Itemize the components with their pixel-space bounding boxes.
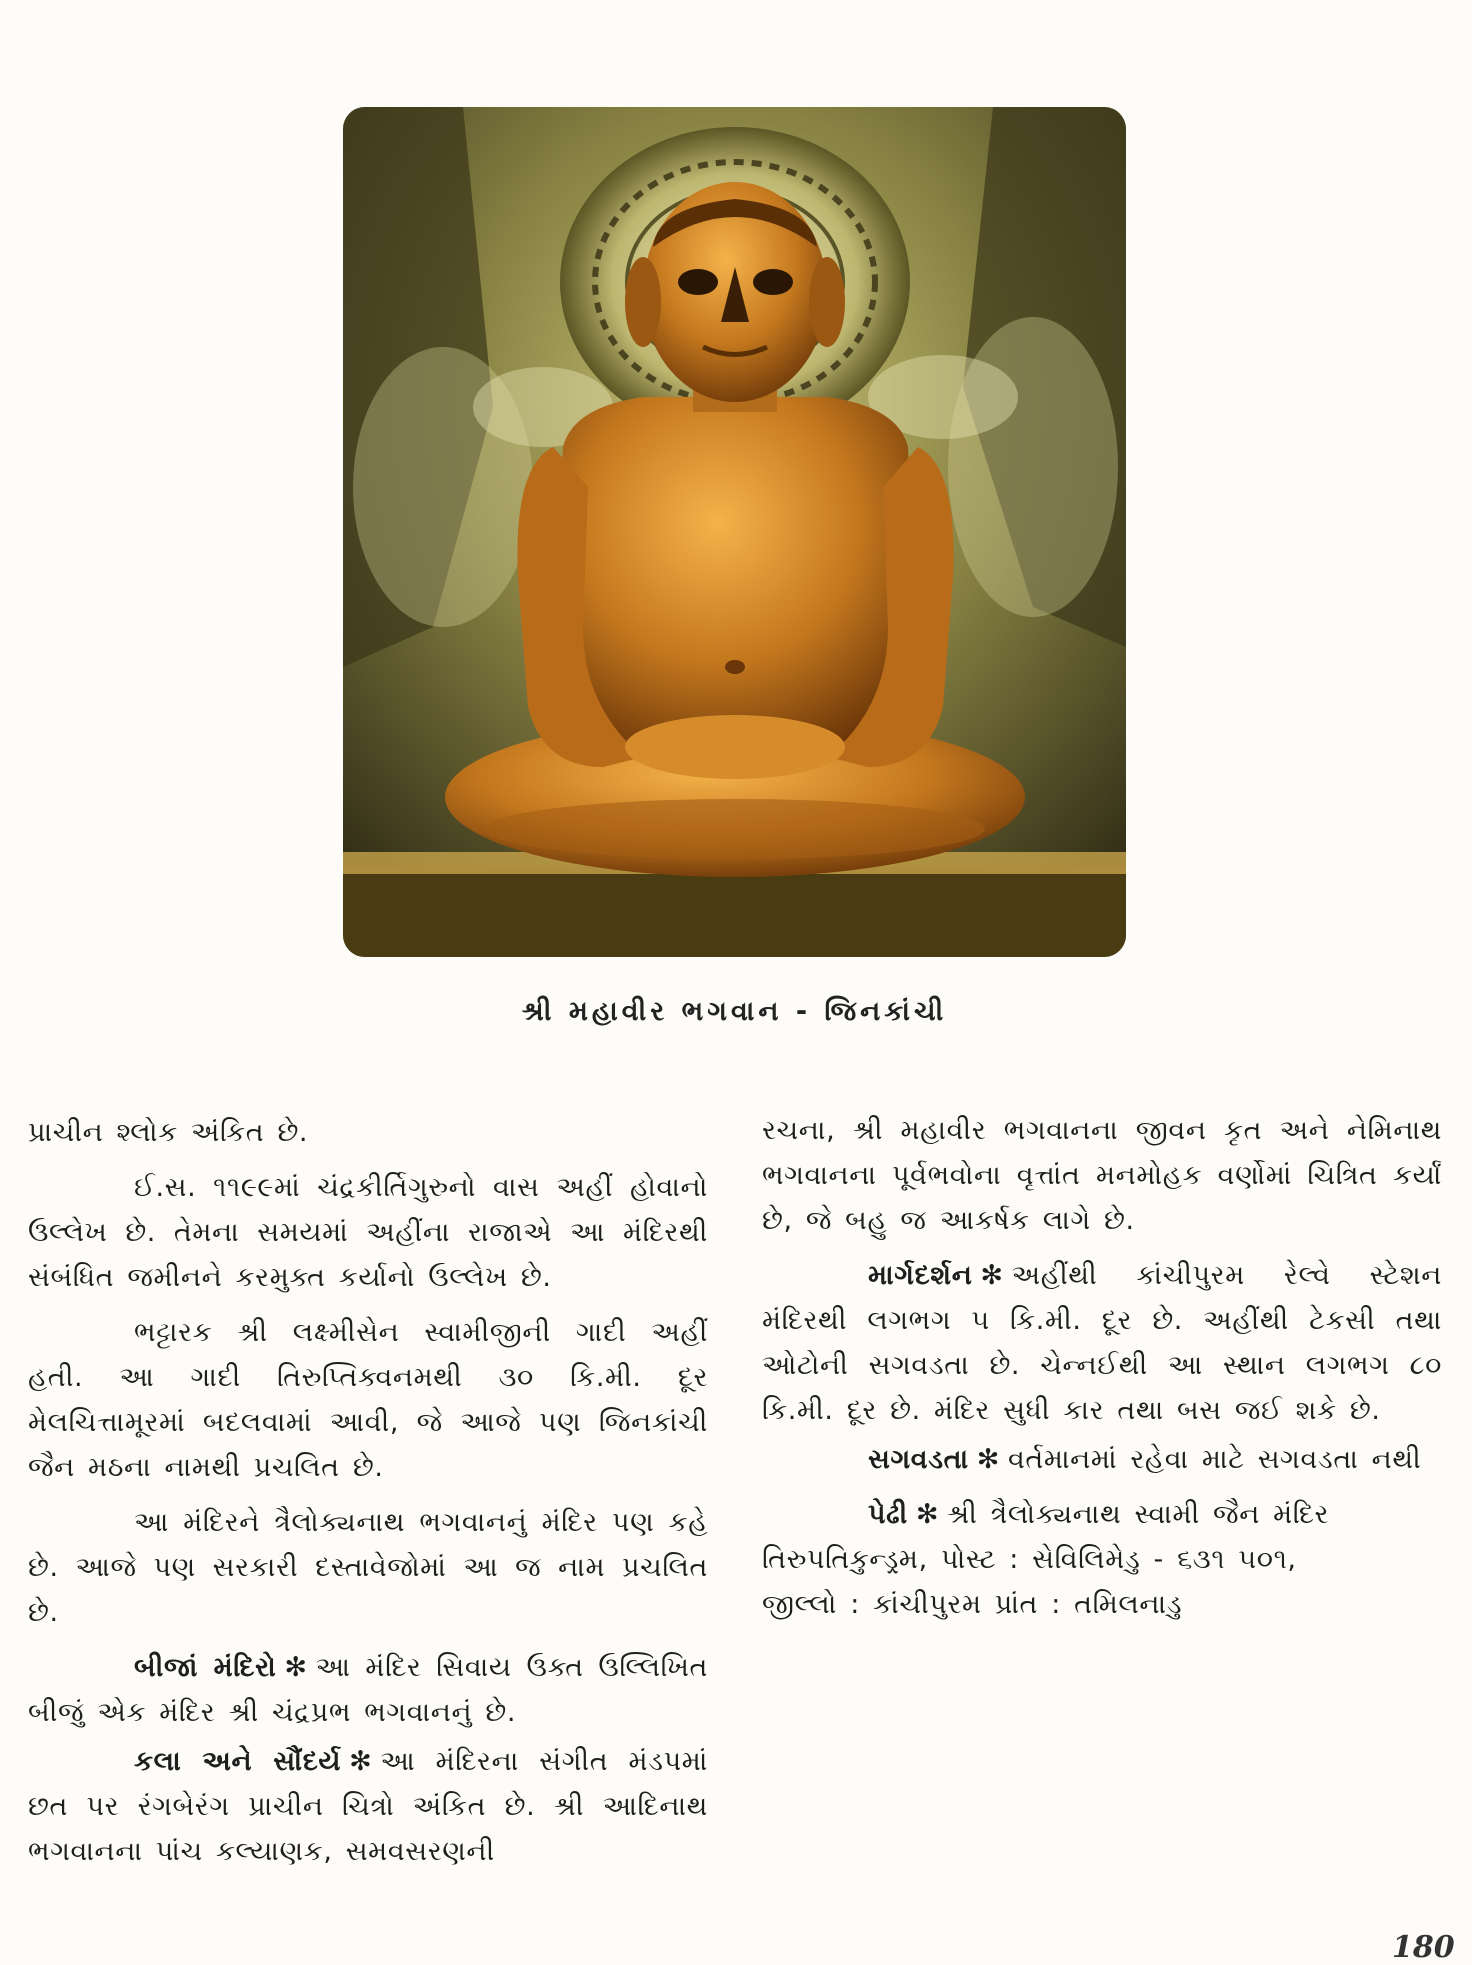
asterisk-icon: ✻ xyxy=(976,1444,1000,1475)
section-text: આ મંદિર સિવાય ઉક્ત ઉલ્લિખિત બીજું એક મંદિર શ્રી ચંદ્રપ્રભ ભગવાનનું છે. xyxy=(28,1652,708,1728)
section-heading: માર્ગદર્શન xyxy=(868,1260,973,1291)
page-number: 180 xyxy=(1392,1930,1455,1965)
section-text: આ મંદિરના સંગીત મંડપમાં છત પર રંગબેરંગ પ્રાચીન ચિત્રો અંકિત છે. શ્રી આદિનાથ ભગવાનના પાંચ કલ્યાણક, સમવસરણની xyxy=(28,1746,709,1867)
section-trust xyxy=(762,1492,1442,1627)
asterisk-icon: ✻ xyxy=(284,1652,308,1683)
paragraph: પ્રાચીન શ્લોક અંકિત છે. xyxy=(28,1117,309,1148)
asterisk-icon: ✻ xyxy=(980,1260,1004,1291)
paragraph: ઈ.સ. ૧૧૯૯માં ચંદ્રકીર્તિગુરુનો વાસ અહીં હોવાનો ઉલ્લેખ છે. તેમના સમયમાં અહીંના રાજાએ આ મંદિરથી સંબંધિત જમીનને કરમુક્ત કર્યાનો ઉલ્લેખ છે. xyxy=(28,1172,708,1293)
idol-photo xyxy=(343,107,1126,957)
section-art-beauty xyxy=(28,1739,708,1874)
paragraph: ભટ્ટારક શ્રી લક્ષ્મીસેન સ્વામીજીની ગાદી અહીં હતી. આ ગાદી તિરુપ્તિક્વનમથી ૩૦ કિ.મી. દૂર મેલચિત્તામૂરમાં બદલવામાં આવી, જે આજે પણ જિનકાંચી જૈન મઠના નામથી પ્રચલિત છે. xyxy=(28,1317,708,1483)
figure-caption: શ્રી મહાવીર ભગવાન - જિનકાંચી xyxy=(521,996,948,1027)
paragraph: રચના, શ્રી મહાવીર ભગવાનના જીવન કૃત અને નેમિનાથ ભગવાનના પૂર્વભવોના વૃત્તાંત મનમોહક વર્ણોમાં ચિત્રિત કર્યાં છે, જે બહુ જ આકર્ષક લાગે છે. xyxy=(762,1115,1442,1236)
paragraph: આ મંદિરને ત્રૈલોક્યનાથ ભગવાનનું મંદિર પણ કહે છે. આજે પણ સરકારી દસ્તાવેજોમાં આ જ નામ પ્રચલિત છે. xyxy=(28,1507,708,1628)
mahavir-idol-image xyxy=(343,107,1126,957)
section-text: અહીંથી કાંચીપુરમ રેલ્વે સ્ટેશન મંદિરથી લગભગ ૫ કિ.મી. દૂર છે. અહીંથી ટેકસી તથા ઓટોની સગવડતા છે. ચેન્નઈથી આ સ્થાન લગભગ ૮૦ કિ.મી. દૂર છે. મંદિર સુધી કાર તથા બસ જઈ શકે છે. xyxy=(762,1260,1442,1426)
section-directions xyxy=(762,1253,1442,1433)
left-column xyxy=(28,1110,708,1878)
section-text: શ્રી ત્રૈલોક્યનાથ સ્વામી જૈન મંદિર xyxy=(947,1499,1330,1530)
section-other-temples xyxy=(28,1645,708,1735)
section-heading: કલા અને સૌંદર્ય xyxy=(134,1746,342,1777)
trust-district: જીલ્લો : કાંચીપુરમ પ્રાંત : તમિલનાડુ xyxy=(762,1589,1183,1620)
section-heading: બીજાં મંદિરો xyxy=(134,1652,277,1683)
section-text: વર્તમાનમાં રહેવા માટે સગવડતા નથી xyxy=(1007,1444,1422,1475)
asterisk-icon: ✻ xyxy=(915,1499,940,1530)
section-facilities xyxy=(762,1437,1442,1482)
asterisk-icon: ✻ xyxy=(349,1746,373,1777)
right-column xyxy=(762,1108,1442,1631)
section-heading: પેઢી xyxy=(868,1499,908,1530)
trust-address: તિરુપતિકુન્ડ્રમ, પોસ્ટ : સેવિલિમેડુ - ૬૩૧ ૫૦૧, xyxy=(762,1544,1297,1575)
section-heading: સગવડતા xyxy=(868,1444,969,1475)
